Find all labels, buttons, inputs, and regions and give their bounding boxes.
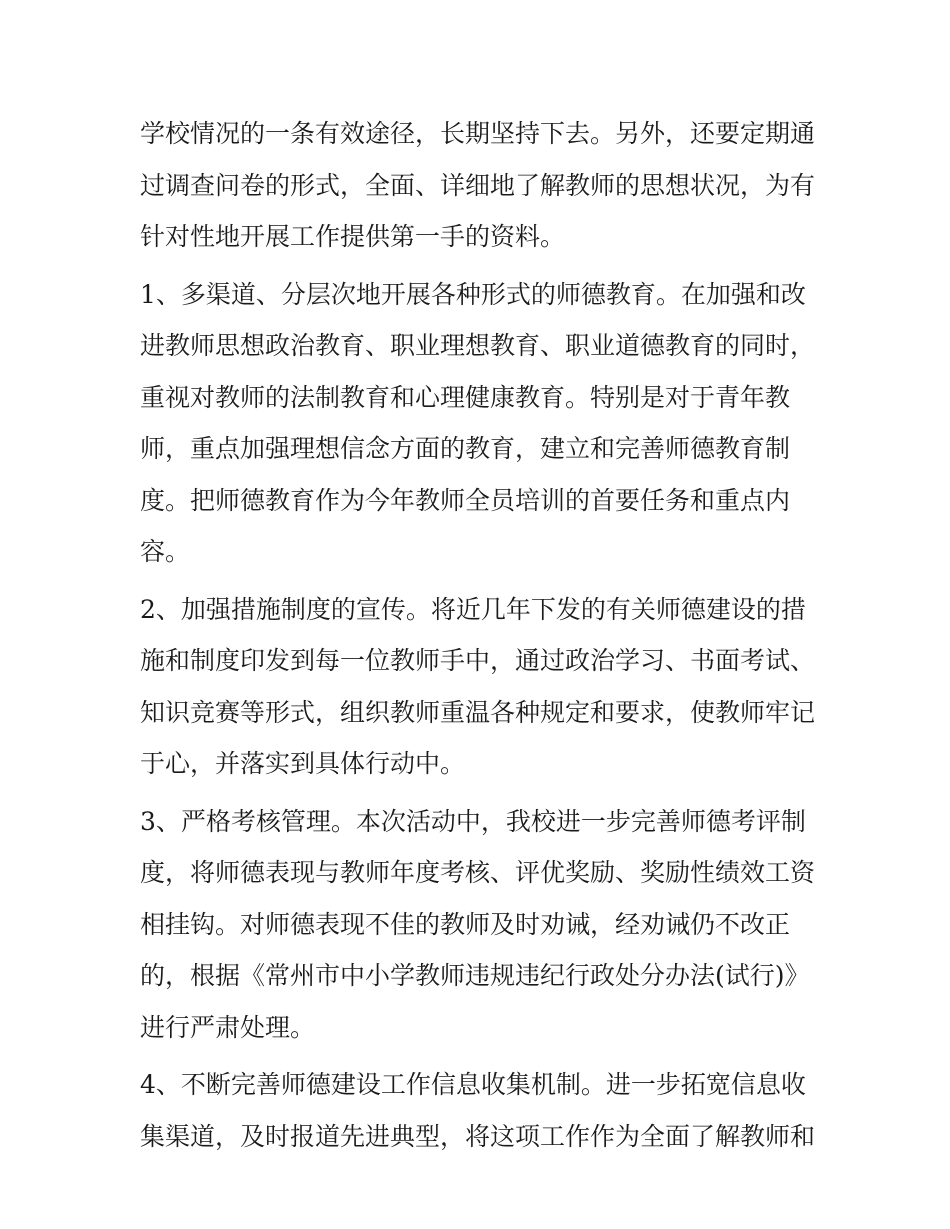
text-line: 知识竞赛等形式，组织教师重温各种规定和要求，使教师牢记 [140,697,816,727]
paragraph-item-4 [140,1059,820,1162]
paragraph-intro-continuation [140,108,820,263]
text-line: 3、严格考核管理。本次活动中，我校进一步完善师德考评制 [140,806,806,836]
text-line: 1、多渠道、分层次地开展各种形式的师德教育。在加强和改 [140,279,806,309]
text-line: 进教师思想政治教育、职业理想教育、职业道德教育的同时， [140,331,816,360]
paragraph-item-3 [140,796,820,1054]
text-line: 相挂钩。对师德表现不佳的教师及时劝诫，经劝诫仍不改正 [140,909,791,939]
text-line: 于心，并落实到具体行动中。 [140,749,466,778]
text-line: 4、不断完善师德建设工作信息收集机制。进一步拓宽信息收 [140,1070,806,1099]
text-line: 重视对教师的法制教育和心理健康教育。特别是对于青年教 [140,382,791,412]
text-line: 师，重点加强理想信念方面的教育，建立和完善师德教育制 [140,434,791,463]
text-line: 学校情况的一条有效途径，长期坚持下去。另外，还要定期通 [140,119,816,148]
text-line: 过调查问卷的形式，全面、详细地了解教师的思想状况，为有 [140,170,816,200]
text-line: 集渠道，及时报道先进典型，将这项工作作为全面了解教师和 [140,1121,816,1151]
text-line: 容。 [140,537,191,566]
text-line: 的，根据《常州市中小学教师违规违纪行政处分办法(试行)》 [140,961,810,990]
paragraph-item-1 [140,269,820,578]
text-line: 度，将师德表现与教师年度考核、评优奖励、奖励性绩效工资 [140,858,816,887]
text-line: 施和制度印发到每一位教师手中，通过政治学习、书面考试、 [140,646,816,675]
text-line: 2、加强措施制度的宣传。将近几年下发的有关师德建设的措 [140,594,806,624]
document-body [140,108,820,1162]
paragraph-item-2 [140,584,820,790]
text-line: 针对性地开展工作提供第一手的资料。 [140,222,566,251]
text-line: 度。把师德教育作为今年教师全员培训的首要任务和重点内 [140,485,791,515]
text-line: 进行严肃处理。 [140,1012,316,1042]
